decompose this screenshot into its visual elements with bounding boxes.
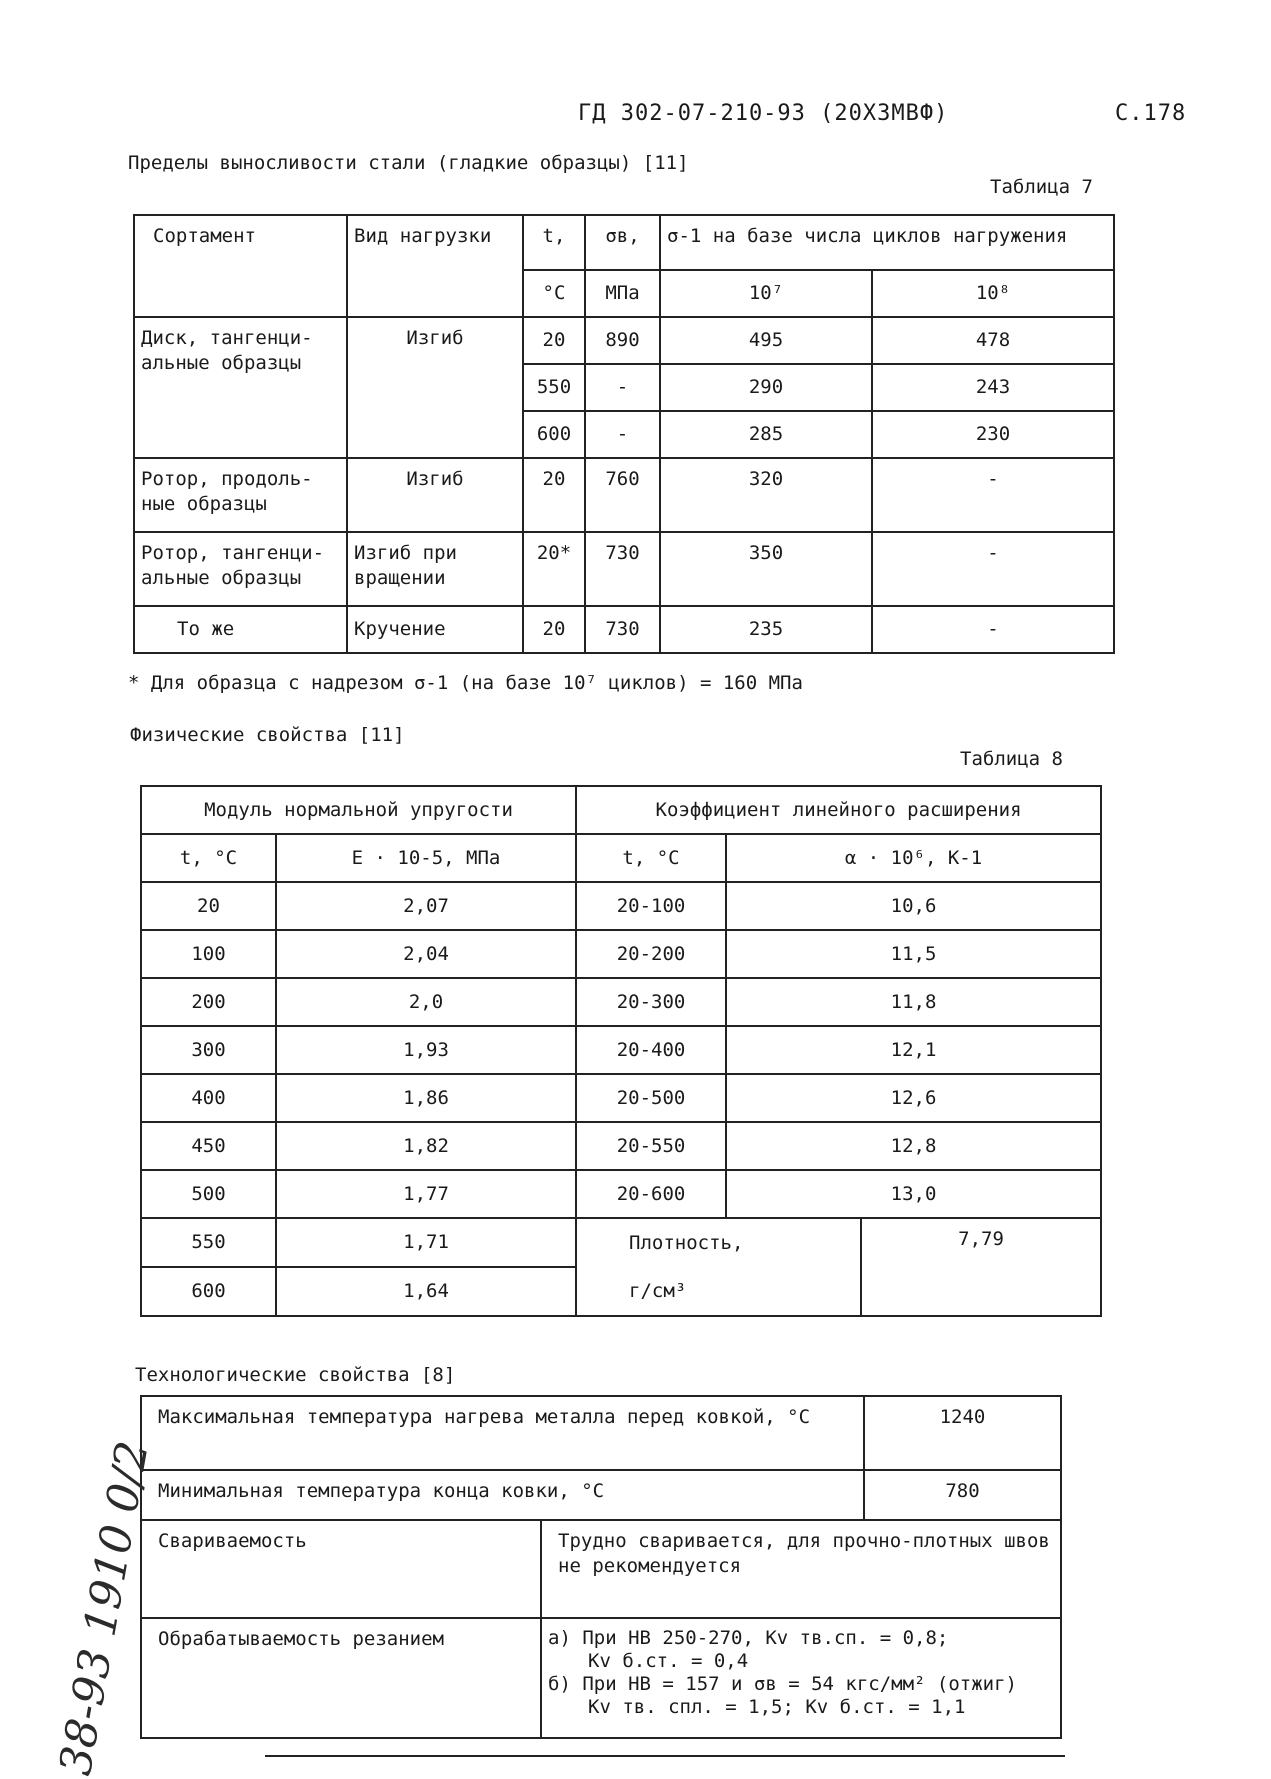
table7-cell-v7: 235 [660, 606, 872, 653]
table8-cell-e: 1,77 [276, 1170, 576, 1218]
table8-head-alpha: α · 10⁶, К-1 [726, 834, 1101, 882]
table8-cell-e: 2,07 [276, 882, 576, 930]
table7-head-t-unit: °С [523, 270, 585, 317]
table7-cell-t: 550 [523, 364, 585, 411]
table8-cell-e: 2,0 [276, 978, 576, 1026]
table7-head-t: t, [523, 215, 585, 270]
table-row [141, 930, 1101, 978]
table9-label: Обрабатываемость резанием [141, 1618, 541, 1738]
table7-cell-sortament: Ротор, продоль-ные образцы [134, 458, 347, 532]
table7-head-sortament: Сортамент [134, 215, 347, 317]
table-row [141, 1520, 1061, 1618]
table-row [134, 317, 1114, 364]
table8-cell-e: 1,93 [276, 1026, 576, 1074]
table9-value: Трудно сваривается, для прочно-плотных швов не рекомендуется [541, 1520, 1061, 1618]
table-row [141, 1396, 1061, 1470]
table7-cell-v8: - [872, 532, 1114, 606]
table8 [140, 785, 1102, 1317]
table7-cell-v8: 243 [872, 364, 1114, 411]
table7-head-cycles8: 10⁸ [872, 270, 1114, 317]
table7-cell-t: 600 [523, 411, 585, 458]
table8-density-value: 7,79 [861, 1218, 1101, 1316]
table7-label: Таблица 7 [990, 176, 1093, 198]
table7-cell-load: Изгиб [347, 458, 523, 532]
table8-cell-alpha: 10,6 [726, 882, 1101, 930]
table-row [141, 1026, 1101, 1074]
table8-cell-range: 20-550 [576, 1122, 726, 1170]
table7-cell-load: Кручение [347, 606, 523, 653]
table7-cell-t: 20 [523, 606, 585, 653]
table-row [141, 1170, 1101, 1218]
table8-cell-range: 20-500 [576, 1074, 726, 1122]
table7 [133, 214, 1115, 654]
table8-cell-range: 20-100 [576, 882, 726, 930]
table7-cell-sb: - [585, 364, 660, 411]
table8-cell-alpha: 13,0 [726, 1170, 1101, 1218]
table8-cell-alpha: 12,1 [726, 1026, 1101, 1074]
table8-head-e: E · 10-5, МПа [276, 834, 576, 882]
table7-caption: Пределы выносливости стали (гладкие образцы) [11] [128, 152, 689, 174]
table8-cell-e: 1,82 [276, 1122, 576, 1170]
table7-cell-sb: 760 [585, 458, 660, 532]
table7-head-load: Вид нагрузки [347, 215, 523, 317]
table8-cell-alpha: 12,8 [726, 1122, 1101, 1170]
table8-cell-range: 20-400 [576, 1026, 726, 1074]
table8-cell-t: 300 [141, 1026, 276, 1074]
table-row [141, 1122, 1101, 1170]
table7-head-cycles7: 10⁷ [660, 270, 872, 317]
table7-cell-v7: 495 [660, 317, 872, 364]
machining-line-b2: Kv тв. спл. = 1,5; Kv б.ст. = 1,1 [588, 1696, 966, 1718]
table7-cell-v8: - [872, 606, 1114, 653]
table8-cell-range: 20-200 [576, 930, 726, 978]
table8-label: Таблица 8 [960, 748, 1063, 770]
table7-cell-load: Изгиб при вращении [347, 532, 523, 606]
page-number: С.178 [1115, 101, 1187, 126]
machining-line-b: б) При НВ = 157 и σв = 54 кгс/мм² (отжиг) [548, 1673, 1017, 1695]
table7-cell-sortament: Диск, тангенци-альные образцы [134, 317, 347, 458]
table-row [141, 1218, 1101, 1267]
table8-cell-t: 400 [141, 1074, 276, 1122]
table7-cell-v7: 320 [660, 458, 872, 532]
table8-cell-e: 1,86 [276, 1074, 576, 1122]
table8-cell-t: 20 [141, 882, 276, 930]
table8-head-t: t, °С [141, 834, 276, 882]
table7-cell-v8: 478 [872, 317, 1114, 364]
table7-cell-v7: 290 [660, 364, 872, 411]
table8-cell-range: 20-600 [576, 1170, 726, 1218]
table-row [141, 1074, 1101, 1122]
table9-value: 780 [864, 1470, 1061, 1520]
table8-header-row2 [141, 834, 1101, 882]
table8-cell-alpha: 12,6 [726, 1074, 1101, 1122]
table7-cell-v7: 350 [660, 532, 872, 606]
machining-line-a2: Kv б.ст. = 0,4 [588, 1650, 749, 1672]
table7-cell-sb: 730 [585, 606, 660, 653]
table8-cell-e: 1,64 [276, 1267, 576, 1316]
table7-head-sigma: σ-1 на базе числа циклов нагружения [660, 215, 1114, 270]
table9-value [541, 1618, 1061, 1738]
table7-head-sb: σв, [585, 215, 660, 270]
document-code: ГД 302-07-210-93 (20Х3МВФ) [578, 101, 949, 126]
table-row [141, 978, 1101, 1026]
machining-line-a: а) При НВ 250-270, Kv тв.сп. = 0,8; [548, 1627, 949, 1649]
table-row [134, 606, 1114, 653]
table8-header-row [141, 786, 1101, 834]
table8-cell-t: 600 [141, 1267, 276, 1316]
table8-cell-t: 500 [141, 1170, 276, 1218]
table7-footnote: * Для образца с надрезом σ-1 (на базе 10⁷ циклов) = 160 МПа [128, 672, 803, 694]
table9-value: 1240 [864, 1396, 1061, 1470]
table8-density-label: Плотность, [629, 1232, 744, 1254]
table7-cell-sb: 890 [585, 317, 660, 364]
table7-cell-v7: 285 [660, 411, 872, 458]
table8-cell-alpha: 11,5 [726, 930, 1101, 978]
table9-label: Минимальная температура конца ковки, °С [141, 1470, 864, 1520]
table8-caption: Физические свойства [11] [130, 724, 405, 746]
table8-density-unit: г/см³ [629, 1280, 687, 1302]
table-row [141, 1618, 1061, 1738]
table9-caption: Технологические свойства [8] [135, 1364, 456, 1386]
table8-head-t-range: t, °С [576, 834, 726, 882]
handwritten-annotation: 38-93 1910 0/2 [50, 1437, 159, 1779]
table8-cell-t: 100 [141, 930, 276, 978]
table7-cell-v8: 230 [872, 411, 1114, 458]
bottom-rule [265, 1755, 1065, 1757]
table-row [134, 532, 1114, 606]
table7-header-row [134, 215, 1114, 270]
table8-cell-range: 20-300 [576, 978, 726, 1026]
table-row [141, 1470, 1061, 1520]
table8-cell-t: 450 [141, 1122, 276, 1170]
table8-density-label-cell [576, 1218, 861, 1316]
table7-head-sb-unit: МПа [585, 270, 660, 317]
table7-cell-load: Изгиб [347, 317, 523, 458]
table-row [141, 882, 1101, 930]
table8-head-coef: Коэффициент линейного расширения [576, 786, 1101, 834]
table7-cell-sortament: То же [134, 606, 347, 653]
table8-cell-e: 2,04 [276, 930, 576, 978]
table9-label: Максимальная температура нагрева металла перед ковкой, °С [141, 1396, 864, 1470]
table8-cell-t: 200 [141, 978, 276, 1026]
table7-cell-t: 20 [523, 458, 585, 532]
table8-cell-e: 1,71 [276, 1218, 576, 1267]
table-row [134, 458, 1114, 532]
table7-cell-t: 20* [523, 532, 585, 606]
table7-cell-v8: - [872, 458, 1114, 532]
table8-cell-alpha: 11,8 [726, 978, 1101, 1026]
table9-label: Свариваемость [141, 1520, 541, 1618]
table7-cell-sortament: Ротор, тангенци-альные образцы [134, 532, 347, 606]
table7-cell-sb: - [585, 411, 660, 458]
table9 [140, 1395, 1062, 1739]
table8-head-modulus: Модуль нормальной упругости [141, 786, 576, 834]
table7-cell-sb: 730 [585, 532, 660, 606]
table7-cell-t: 20 [523, 317, 585, 364]
table8-cell-t: 550 [141, 1218, 276, 1267]
